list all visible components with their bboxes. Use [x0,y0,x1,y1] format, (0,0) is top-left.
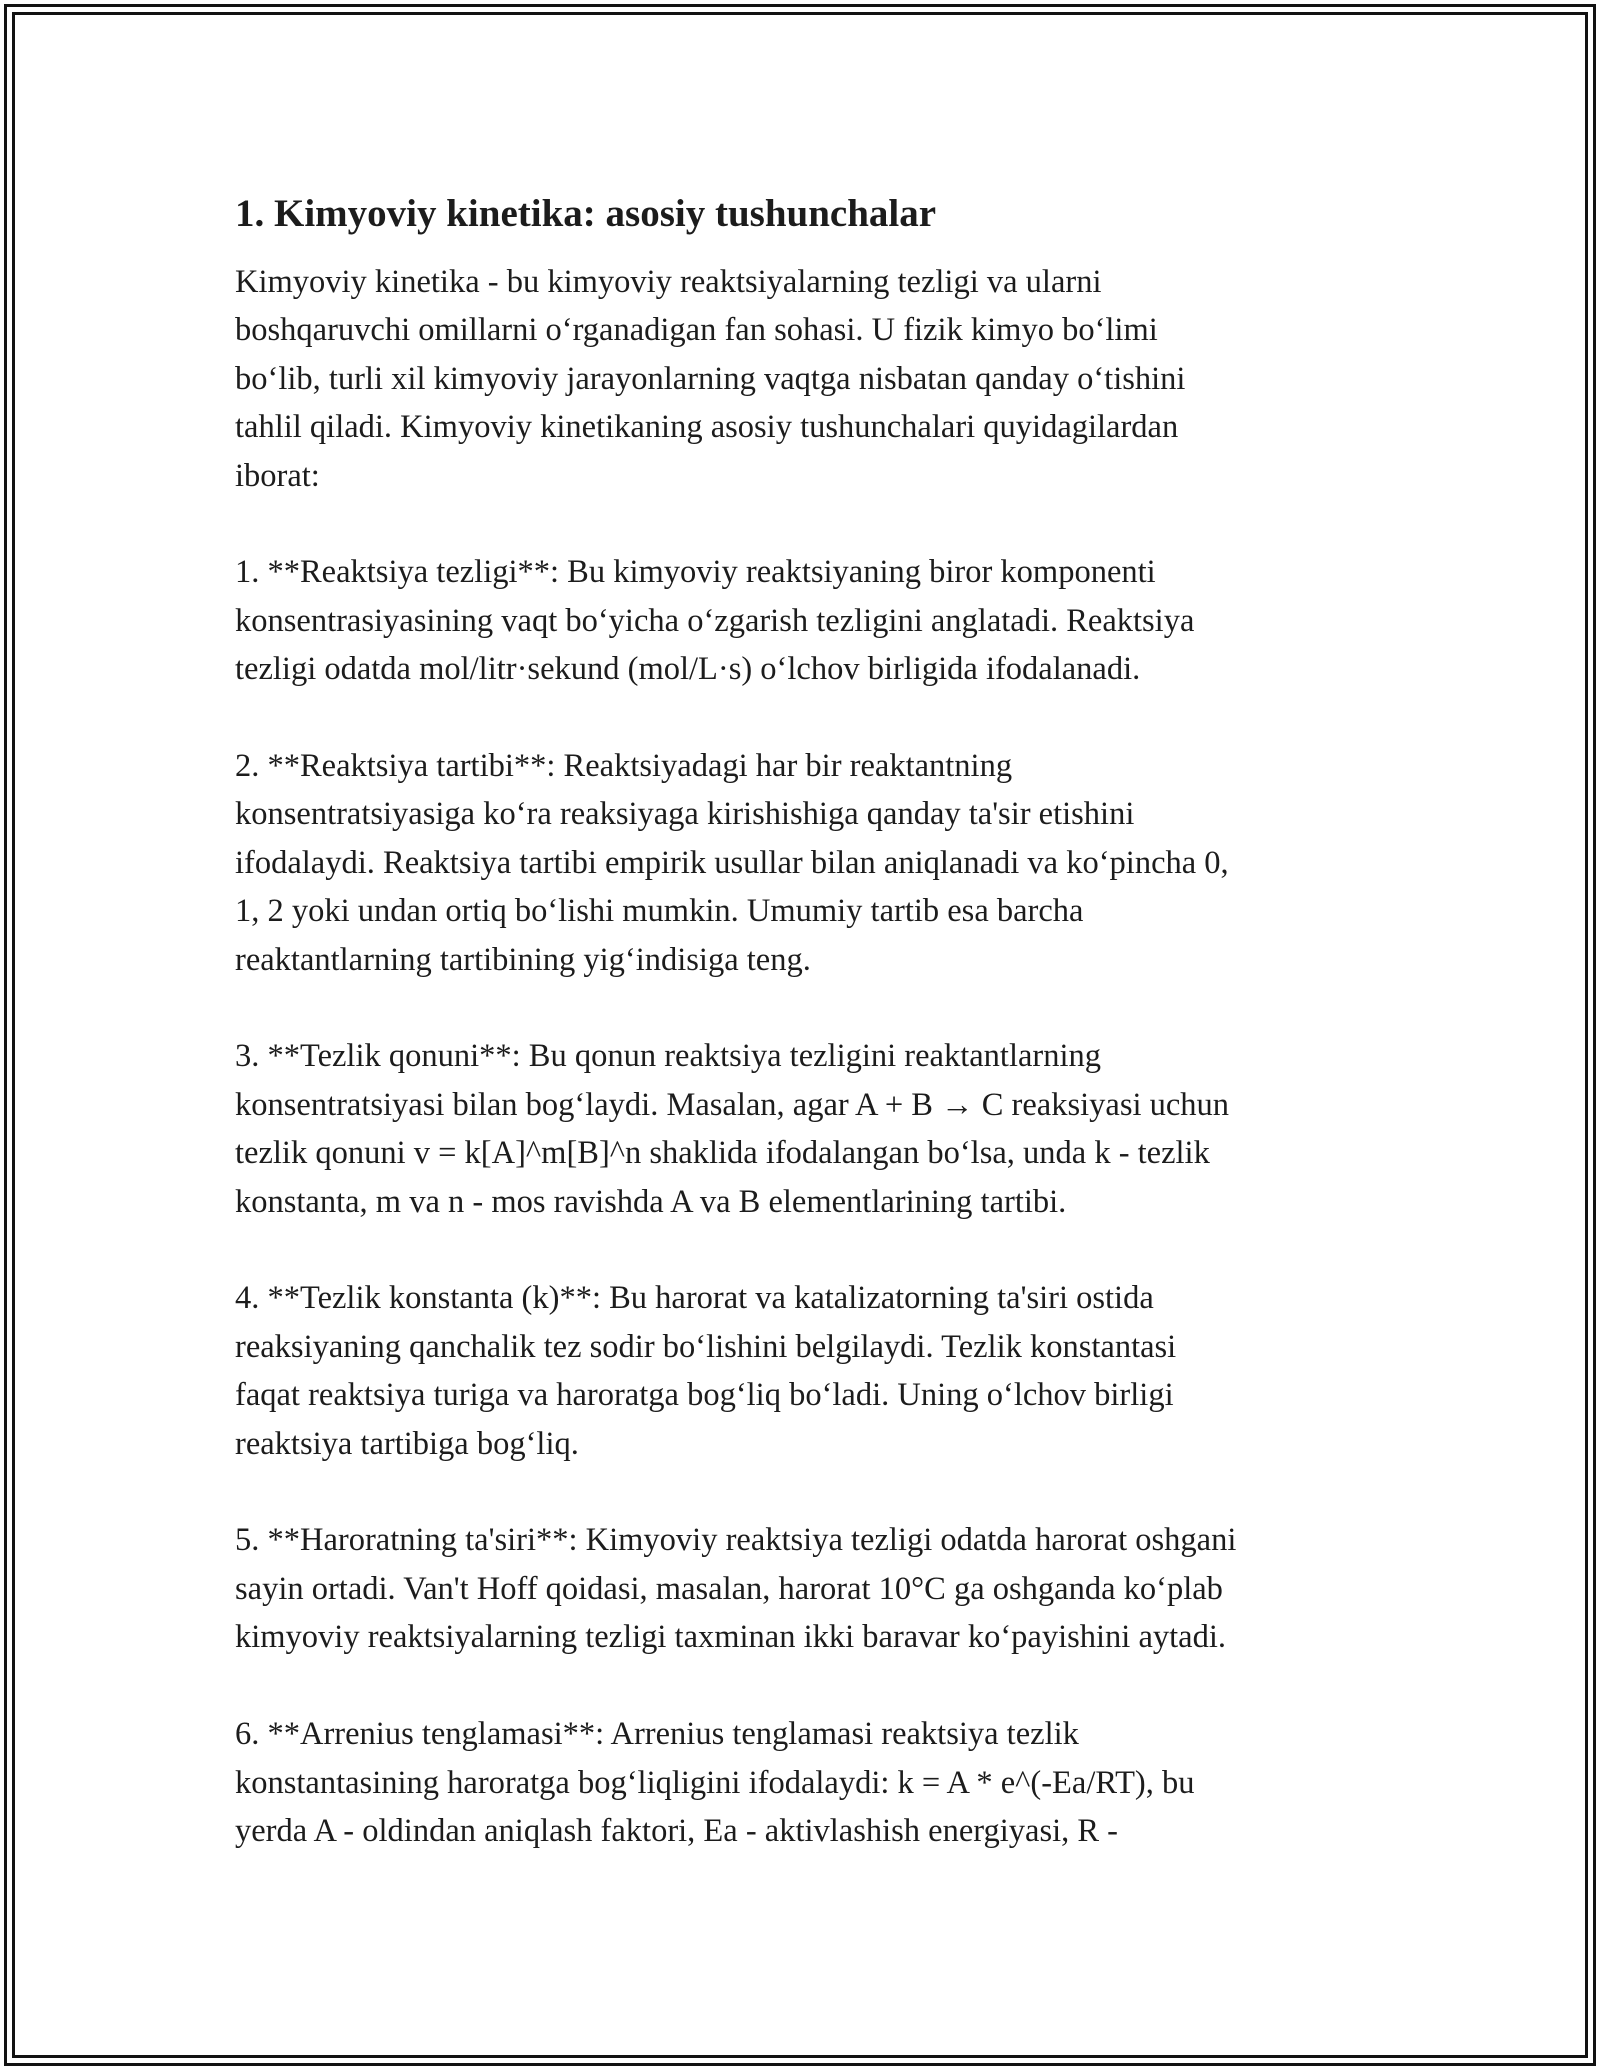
list-item-rate-constant: 4. **Tezlik konstanta (k)**: Bu harorat va katalizatorning ta'siri ostida reaksiyaning qanchalik tez sodir boʻlishini belgilaydi. Tezlik konstantasi faqat reaktsiya turiga va haroratga bogʻliq boʻladi. Uning oʻlchov birligi reaktsiya tartibiga bogʻliq. [235,1280,1177,1462]
intro-paragraph: Kimyoviy kinetika - bu kimyoviy reaktsiyalarning tezligi va ularni boshqaruvchi omillarni oʻrganadigan fan sohasi. U fizik kimyo boʻlimi boʻlib, turli xil kimyoviy jarayonlarning vaqtga nisbatan qanday oʻtishini tahlil qiladi. Kimyoviy kinetikaning asosiy tushunchalari quyidagilardan iborat: [235,264,1186,494]
document-body [235,188,1385,1904]
list-item-rate-law: 3. **Tezlik qonuni**: Bu qonun reaktsiya tezligini reaktantlarning konsentratsiyasi bilan bogʻlaydi. Masalan, agar A + B → C reaksiyasi uchun tezlik qonuni v = k[A]^m[B]^n shaklida ifodalangan boʻlsa, unda k - tezlik konstanta, m va n - mos ravishda A va B elementlarining tartibi. [235,1038,1230,1220]
list-item-reaction-rate: 1. **Reaktsiya tezligi**: Bu kimyoviy reaktsiyaning biror komponenti konsentrasiyasining vaqt boʻyicha oʻzgarish tezligini anglatadi. Reaktsiya tezligi odatda mol/litr·sekund (mol/L·s) oʻlchov birligida ifodalanadi. [235,554,1195,688]
list-item-temperature-effect: 5. **Haroratning ta'siri**: Kimyoviy reaktsiya tezligi odatda harorat oshgani sayin ortadi. Van't Hoff qoidasi, masalan, harorat 10°C ga oshganda koʻplab kimyoviy reaktsiyalarning tezligi taxminan ikki baravar koʻpayishini aytadi. [235,1522,1237,1656]
list-item-arrhenius-equation: 6. **Arrenius tenglamasi**: Arrenius tenglamasi reaktsiya tezlik konstantasining haroratga bogʻliqligini ifodalaydi: k = A * e^(-Ea/RT), bu yerda A - oldindan aniqlash faktori, Ea - aktivlashish energiyasi, R - [235,1716,1195,1849]
list-item-reaction-order: 2. **Reaktsiya tartibi**: Reaktsiyadagi har bir reaktantning konsentratsiyasiga koʻra reaksiyaga kirishishiga qanday ta'sir etishini ifodalaydi. Reaktsiya tartibi empirik usullar bilan aniqlanadi va koʻpincha 0, 1, 2 yoki undan ortiq boʻlishi mumkin. Umumiy tartib esa barcha reaktantlarning tartibining yigʻindisiga teng. [235,748,1229,978]
section-title: 1. Kimyoviy kinetika: asosiy tushunchalar [235,192,937,235]
